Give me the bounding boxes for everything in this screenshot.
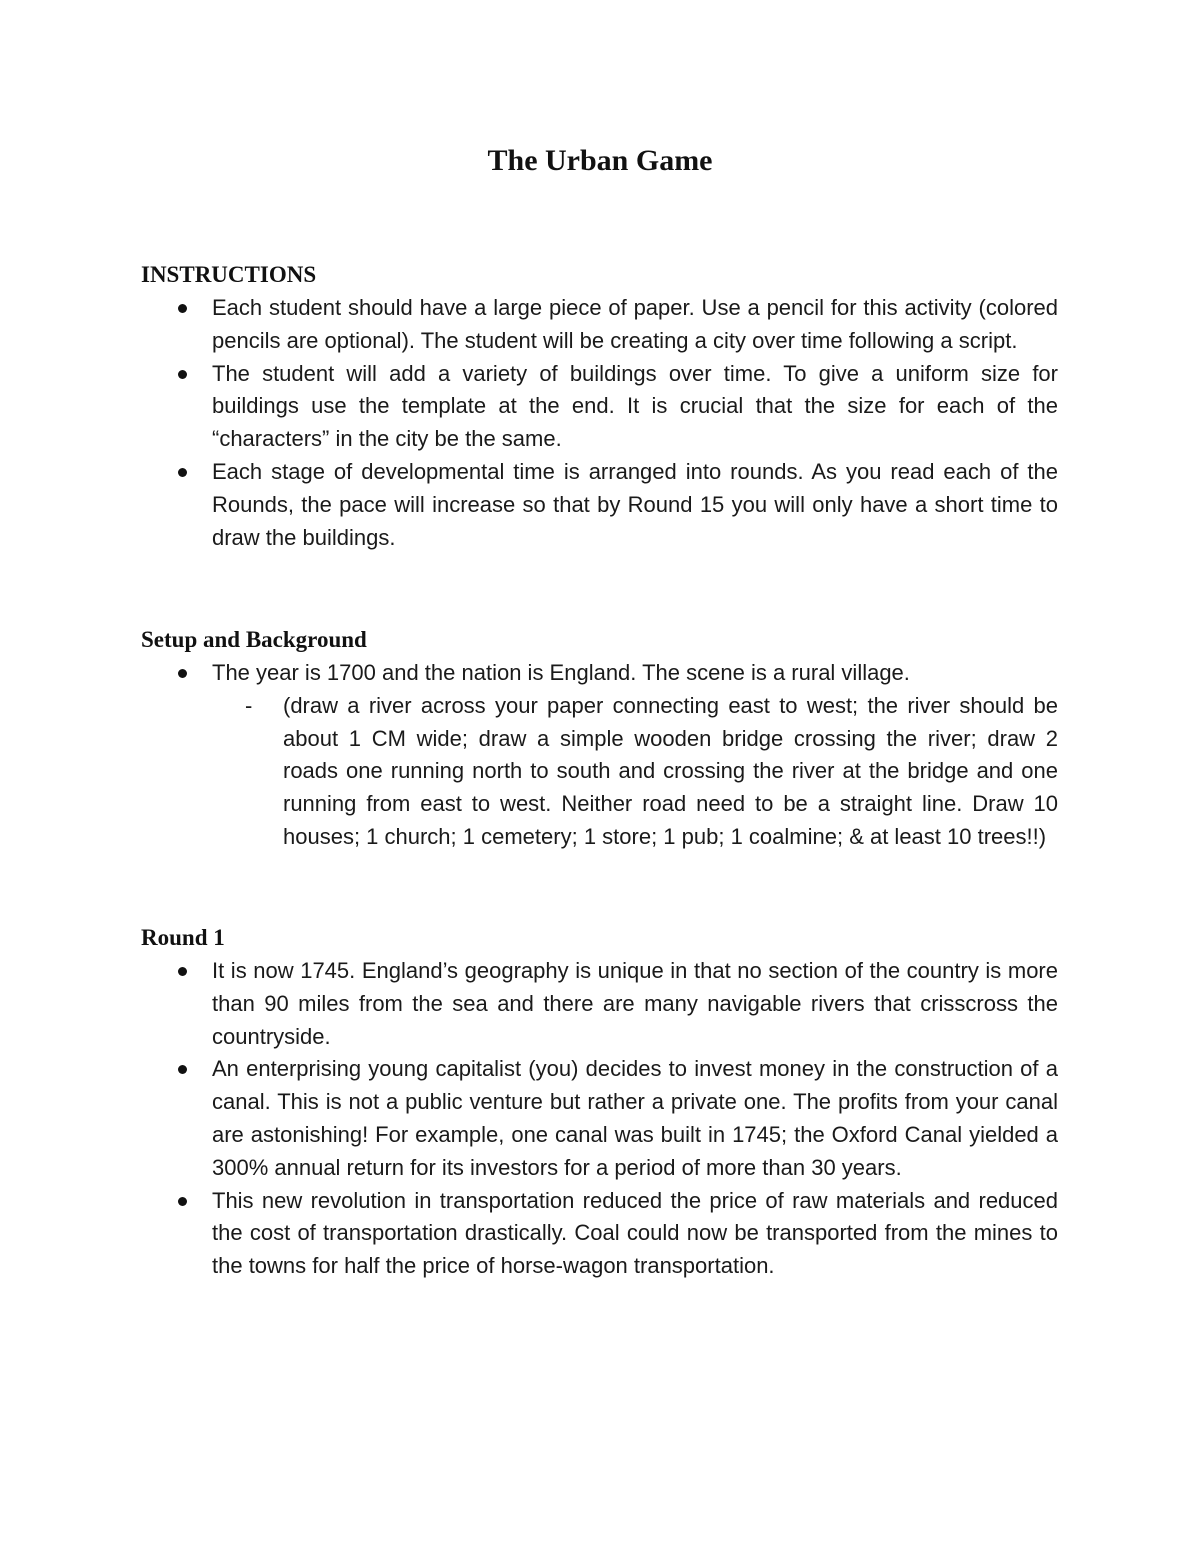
list-item-text: It is now 1745. England’s geography is unique in that no section of the country is more than 90 miles from the sea and there are many navigable rivers that crisscross the countryside. [212,958,1058,1049]
setup-list [0,657,1200,854]
bullet-icon [178,967,187,976]
round-1-list [0,955,1200,1283]
bullet-icon [178,370,187,379]
list-item-text: An enterprising young capitalist (you) decides to invest money in the construction of a canal. This is not a public venture but rather a private one. The profits from your canal are astonishing! For example, one canal was built in 1745; the Oxford Canal yielded a 300% annual return for its investors for a period of more than 30 years. [212,1056,1058,1180]
list-item [212,456,1058,554]
list-item [212,292,1058,358]
section-heading-round-1: Round 1 [141,925,225,950]
bullet-icon [178,304,187,313]
list-item [212,1053,1058,1184]
sub-list-item [245,690,1058,854]
list-item-text: Each student should have a large piece of paper. Use a pencil for this activity (colored pencils are optional). The student will be creating a city over time following a script. [212,295,1058,353]
instructions-list [0,292,1200,554]
dash-icon: - [245,692,253,718]
list-item [212,955,1058,1053]
bullet-icon [178,1197,187,1206]
list-item [212,1185,1058,1283]
section-heading-instructions: INSTRUCTIONS [141,262,317,287]
list-item-text: The student will add a variety of buildings over time. To give a uniform size for buildings use the template at the end. It is crucial that the size for each of the “characters” in the city be the same. [212,360,1058,452]
list-item-text: This new revolution in transportation reduced the price of raw materials and reduced the cost of transportation drastically. Coal could now be transported from the mines to the towns for half the price of horse-wagon transportation. [212,1187,1058,1279]
document-title: The Urban Game [487,144,713,177]
bullet-icon [178,1065,187,1074]
bullet-icon [178,468,187,477]
section-heading-setup: Setup and Background [141,627,367,652]
list-item [212,358,1058,456]
list-item-text: Each stage of developmental time is arranged into rounds. As you read each of the Rounds, the pace will increase so that by Round 15 you will only have a short time to draw the buildings. [212,458,1058,550]
bullet-icon [178,669,187,678]
list-item-text: The year is 1700 and the nation is England. The scene is a rural village. [212,660,910,685]
list-item [212,657,1058,690]
sub-list-item-text: (draw a river across your paper connecting east to west; the river should be about 1 CM wide; draw a simple wooden bridge crossing the river; draw 2 roads one running north to south and crossing the river at the bridge and one running from east to west. Neither road need to be a straight line. Draw 10 houses; 1 church; 1 cemetery; 1 store; 1 pub; 1 coalmine; & at least 10 trees!!) [283,692,1058,849]
